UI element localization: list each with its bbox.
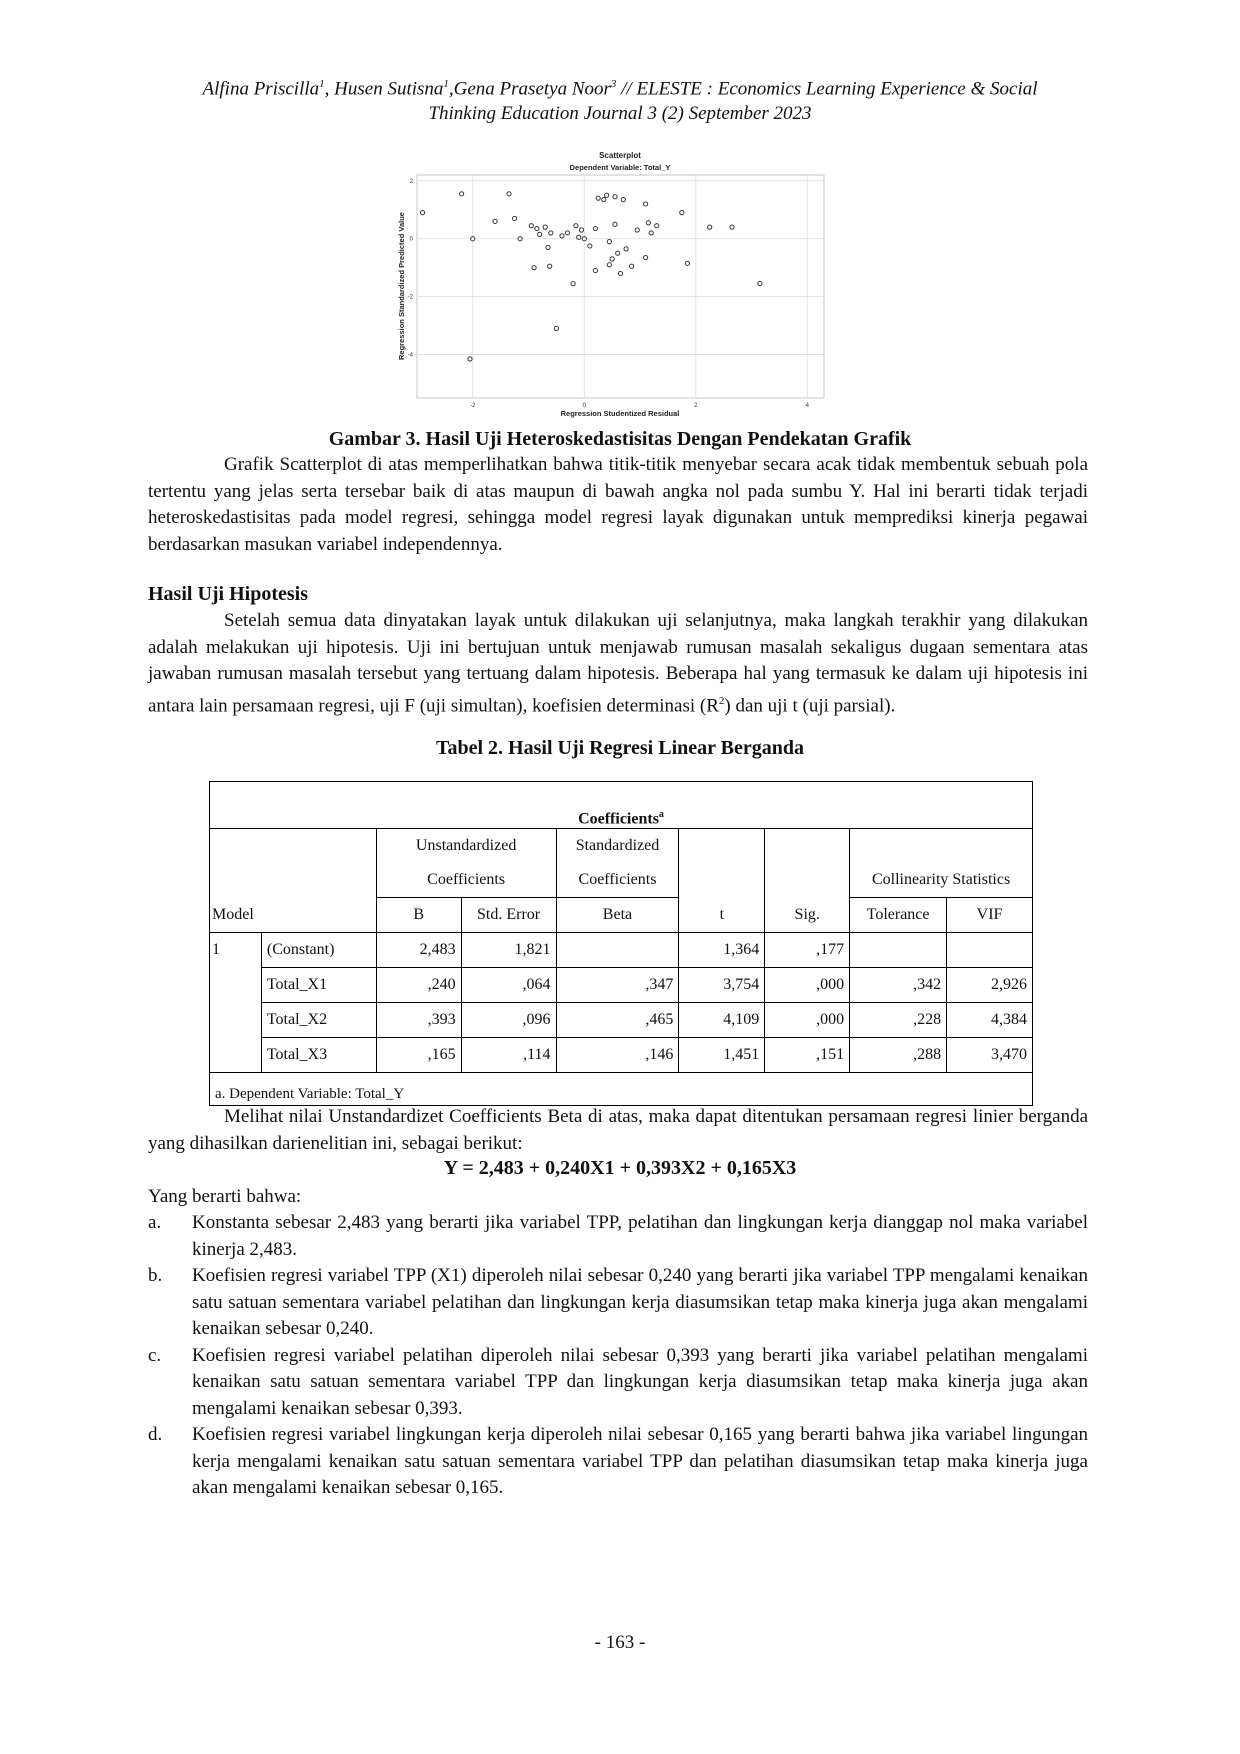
table-title: Coefficients (578, 810, 659, 827)
header-unstandardized-1: Unstandardized (376, 829, 556, 864)
col-vif: VIF (947, 898, 1033, 933)
scatter-point (630, 264, 634, 268)
table-row (210, 968, 1033, 1003)
row-name: Total_X1 (261, 968, 376, 1003)
section-heading: Hasil Uji Hipotesis (148, 583, 309, 605)
header-journal: // ELESTE : Economics Learning Experience & Social (616, 78, 1038, 100)
list-item-label: a. (148, 1212, 162, 1233)
col-model: Model (210, 898, 377, 933)
scatter-point (607, 240, 611, 244)
paragraph-equation-intro: Melihat nilai Unstandardizet Coefficients Beta di atas, maka dapat ditentukan persamaan regresi linier berganda yang dihasilkan darienelitian ini, sebagai berikut: (148, 1106, 1088, 1154)
point-layer (420, 192, 762, 361)
cell-b: 2,483 (376, 933, 461, 968)
col-b: B (376, 898, 461, 933)
plot-area (417, 175, 824, 398)
cell-b: ,240 (376, 968, 461, 1003)
chart-ylabel: Regression Standardized Predicted Value (397, 212, 406, 360)
list-item-label: b. (148, 1265, 163, 1286)
scatter-point (554, 326, 558, 330)
scatter-point (680, 211, 684, 215)
scatter-point (565, 231, 569, 235)
cell-beta (556, 933, 679, 968)
cell-sig: ,151 (765, 1038, 850, 1073)
model-number: 1 (210, 933, 262, 1073)
cell-b: ,393 (376, 1003, 461, 1038)
x-tick-label: 2 (694, 403, 698, 409)
tick-layer (408, 179, 810, 409)
scatter-point (685, 261, 689, 265)
scatter-point (655, 224, 659, 228)
cell-tolerance: ,228 (850, 1003, 947, 1038)
scatter-point (649, 231, 653, 235)
col-t: t (679, 898, 765, 933)
scatter-point (758, 282, 762, 286)
scatter-point (420, 211, 424, 215)
running-header (140, 72, 1100, 126)
header-standardized-2: Coefficients (556, 863, 679, 898)
header-line-2: Thinking Education Journal 3 (2) September 2023 (428, 103, 812, 125)
list-item-label: d. (148, 1424, 163, 1445)
col-std-error: Std. Error (461, 898, 556, 933)
scatter-point (643, 202, 647, 206)
row-name: Total_X3 (261, 1038, 376, 1073)
scatter-point (708, 225, 712, 229)
scatter-point (588, 244, 592, 248)
cell-se: ,114 (461, 1038, 556, 1073)
scatter-point (543, 225, 547, 229)
header-blank-model (210, 829, 377, 898)
scatterplot-figure (390, 150, 850, 420)
scatter-point (593, 268, 597, 272)
header-author-3: ,Gena Prasetya Noor (448, 78, 611, 100)
scatter-point (468, 357, 472, 361)
chart-subtitle: Dependent Variable: Total_Y (569, 163, 671, 172)
cell-t: 1,364 (679, 933, 765, 968)
table-row (210, 933, 1033, 968)
col-beta: Beta (556, 898, 679, 933)
table-title-row (210, 782, 1033, 829)
paragraph-hypothesis-intro (148, 608, 1088, 719)
table-column-header-row (210, 898, 1033, 933)
para2-text-a: Setelah semua data dinyatakan layak untuk dilakukan uji selanjutnya, maka langkah terakhir yang dilakukan adalah melakukan uji hipotesis. Uji ini bertujuan untuk menjawab rumusan masalah sekaligus dugaan sementara atas jawaban rumusan masalah tersebut yang tertuang dalam hipotesis. Beberapa hal yang termasuk ke dalam uji hipotesis ini antara lain persamaan regresi, uji F (uji simultan), koefisien determinasi (R (148, 610, 1088, 716)
cell-sig: ,177 (765, 933, 850, 968)
scatter-point (643, 255, 647, 259)
y-tick-label: 0 (409, 236, 413, 243)
table-header-row-1 (210, 829, 1033, 864)
cell-sig: ,000 (765, 968, 850, 1003)
cell-vif: 2,926 (947, 968, 1033, 1003)
scatter-point (730, 225, 734, 229)
list-intro: Yang berarti bahwa: (148, 1186, 302, 1207)
header-unstandardized-2: Coefficients (376, 863, 556, 898)
scatter-point (596, 196, 600, 200)
cell-vif: 3,470 (947, 1038, 1033, 1073)
col-tolerance: Tolerance (850, 898, 947, 933)
scatter-point (618, 271, 622, 275)
header-collinearity: Collinearity Statistics (850, 863, 1033, 898)
cell-beta: ,347 (556, 968, 679, 1003)
scatter-point (593, 226, 597, 230)
list-item-text: Konstanta sebesar 2,483 yang berarti jika variabel TPP, pelatihan dan lingkungan kerja dianggap nol maka variabel kinerja 2,483. (192, 1212, 1088, 1260)
cell-se: 1,821 (461, 933, 556, 968)
scatter-point (538, 232, 542, 236)
header-sup-1: 1 (319, 78, 325, 90)
table-footnote-row (210, 1073, 1033, 1106)
scatter-point (624, 247, 628, 251)
scatter-point (635, 228, 639, 232)
table-footnote: a. Dependent Variable: Total_Y (210, 1073, 1033, 1106)
coefficients-table (209, 781, 1033, 1106)
header-standardized-1: Standardized (556, 829, 679, 864)
cell-tolerance: ,288 (850, 1038, 947, 1073)
scatter-point (607, 263, 611, 267)
scatter-point (613, 222, 617, 226)
header-blank-t (679, 829, 765, 898)
cell-t: 1,451 (679, 1038, 765, 1073)
scatter-point (549, 231, 553, 235)
y-tick-label: -4 (407, 352, 413, 359)
table-title-sup: a (658, 808, 664, 820)
header-blank-sig (765, 829, 850, 898)
scatter-point (577, 235, 581, 239)
scatter-point (604, 193, 608, 197)
x-tick-label: -2 (470, 403, 476, 409)
cell-beta: ,465 (556, 1003, 679, 1038)
x-tick-label: 0 (582, 403, 586, 409)
x-tick-label: 4 (805, 403, 809, 409)
scatter-point (548, 264, 552, 268)
list-item (148, 1343, 1088, 1423)
scatter-point (571, 282, 575, 286)
header-author-1: Alfina Priscilla (202, 78, 320, 100)
scatter-point (560, 234, 564, 238)
para2-text-b: ) dan uji t (uji parsial). (724, 694, 896, 716)
scatter-point (535, 226, 539, 230)
regression-equation: Y = 2,483 + 0,240X1 + 0,393X2 + 0,165X3 (443, 1157, 797, 1179)
y-tick-label: -2 (407, 294, 413, 301)
scatter-point (582, 237, 586, 241)
list-item (148, 1263, 1088, 1343)
cell-vif (947, 933, 1033, 968)
scatter-point (579, 228, 583, 232)
cell-vif: 4,384 (947, 1003, 1033, 1038)
cell-tolerance (850, 933, 947, 968)
row-name: (Constant) (261, 933, 376, 968)
cell-b: ,165 (376, 1038, 461, 1073)
scatter-point (621, 198, 625, 202)
cell-se: ,096 (461, 1003, 556, 1038)
list-item (148, 1422, 1088, 1502)
scatter-point (610, 257, 614, 261)
header-blank-collinearity (850, 829, 1033, 864)
grid-layer (417, 175, 824, 398)
scatter-point (507, 192, 511, 196)
cell-beta: ,146 (556, 1038, 679, 1073)
table-caption: Tabel 2. Hasil Uji Regresi Linear Berganda (436, 737, 804, 759)
header-line-1 (140, 72, 1100, 101)
header-sup-2: 1 (443, 78, 449, 90)
list-item-text: Koefisien regresi variabel TPP (X1) diperoleh nilai sebesar 0,240 yang berarti jika variabel TPP mengalami kenaikan satu satuan sementara variabel pelatihan dan lingkungan kerja diasumsikan tetap maka kinerja juga akan mengalami kenaikan sebesar 0,240. (192, 1265, 1088, 1339)
row-name: Total_X2 (261, 1003, 376, 1038)
list-item-label: c. (148, 1344, 162, 1366)
table-row (210, 1038, 1033, 1073)
header-author-2: , Husen Sutisna (324, 78, 444, 100)
cell-tolerance: ,342 (850, 968, 947, 1003)
scatter-point (529, 224, 533, 228)
header-sup-3: 3 (610, 78, 617, 90)
scatter-point (512, 216, 516, 220)
page-number: - 163 - (594, 1632, 646, 1653)
scatter-point (518, 237, 522, 241)
scatter-point (616, 251, 620, 255)
chart-title: Scatterplot (599, 151, 641, 160)
cell-se: ,064 (461, 968, 556, 1003)
paragraph-scatter-interpretation: Grafik Scatterplot di atas memperlihatkan bahwa titik-titik menyebar secara acak tidak membentuk sebuah pola tertentu yang jelas serta tersebar baik di atas maupun di bawah angka nol pada sumbu Y. Hal ini berarti tidak terjadi heteroskedastisitas pada model regresi, sehingga model regresi layak digunakan untuk memprediksi kinerja pegawai berdasarkan masukan variabel independennya. (148, 454, 1088, 555)
para2-sup: 2 (718, 694, 725, 707)
table-title-cell (210, 782, 1033, 829)
scatter-point (602, 198, 606, 202)
scatter-point (493, 219, 497, 223)
table-row (210, 1003, 1033, 1038)
scatter-point (646, 221, 650, 225)
scatter-point (460, 192, 464, 196)
scatter-point (471, 237, 475, 241)
cell-sig: ,000 (765, 1003, 850, 1038)
y-tick-label: 2 (409, 178, 413, 185)
col-sig: Sig. (765, 898, 850, 933)
interpretation-list (148, 1210, 1088, 1502)
list-item-text: Koefisien regresi variabel lingkungan kerja diperoleh nilai sebesar 0,165 yang berarti bahwa jika variabel lingungan kerja mengalami kenaikan satu satuan sementara variabel TPP dan pelatihan diasumsikan tetap maka kinerja juga akan mengalami kenaikan sebesar 0,165. (192, 1424, 1088, 1498)
scatter-point (532, 266, 536, 270)
scatter-point (574, 224, 578, 228)
figure-caption: Gambar 3. Hasil Uji Heteroskedastisitas Dengan Pendekatan Grafik (328, 428, 912, 450)
list-item (148, 1210, 1088, 1263)
chart-xlabel: Regression Studentized Residual (560, 409, 680, 418)
scatter-point (546, 245, 550, 249)
cell-t: 3,754 (679, 968, 765, 1003)
list-item-text: Koefisien regresi variabel pelatihan diperoleh nilai sebesar 0,393 yang berarti jika variabel pelatihan mengalami kenaikan satu satuan sementara variabel TPP dan lingkungan kerja diasumsikan tetap maka kinerja juga akan mengalami kenaikan sebesar 0,393. (192, 1344, 1088, 1419)
cell-t: 4,109 (679, 1003, 765, 1038)
scatter-point (613, 195, 617, 199)
